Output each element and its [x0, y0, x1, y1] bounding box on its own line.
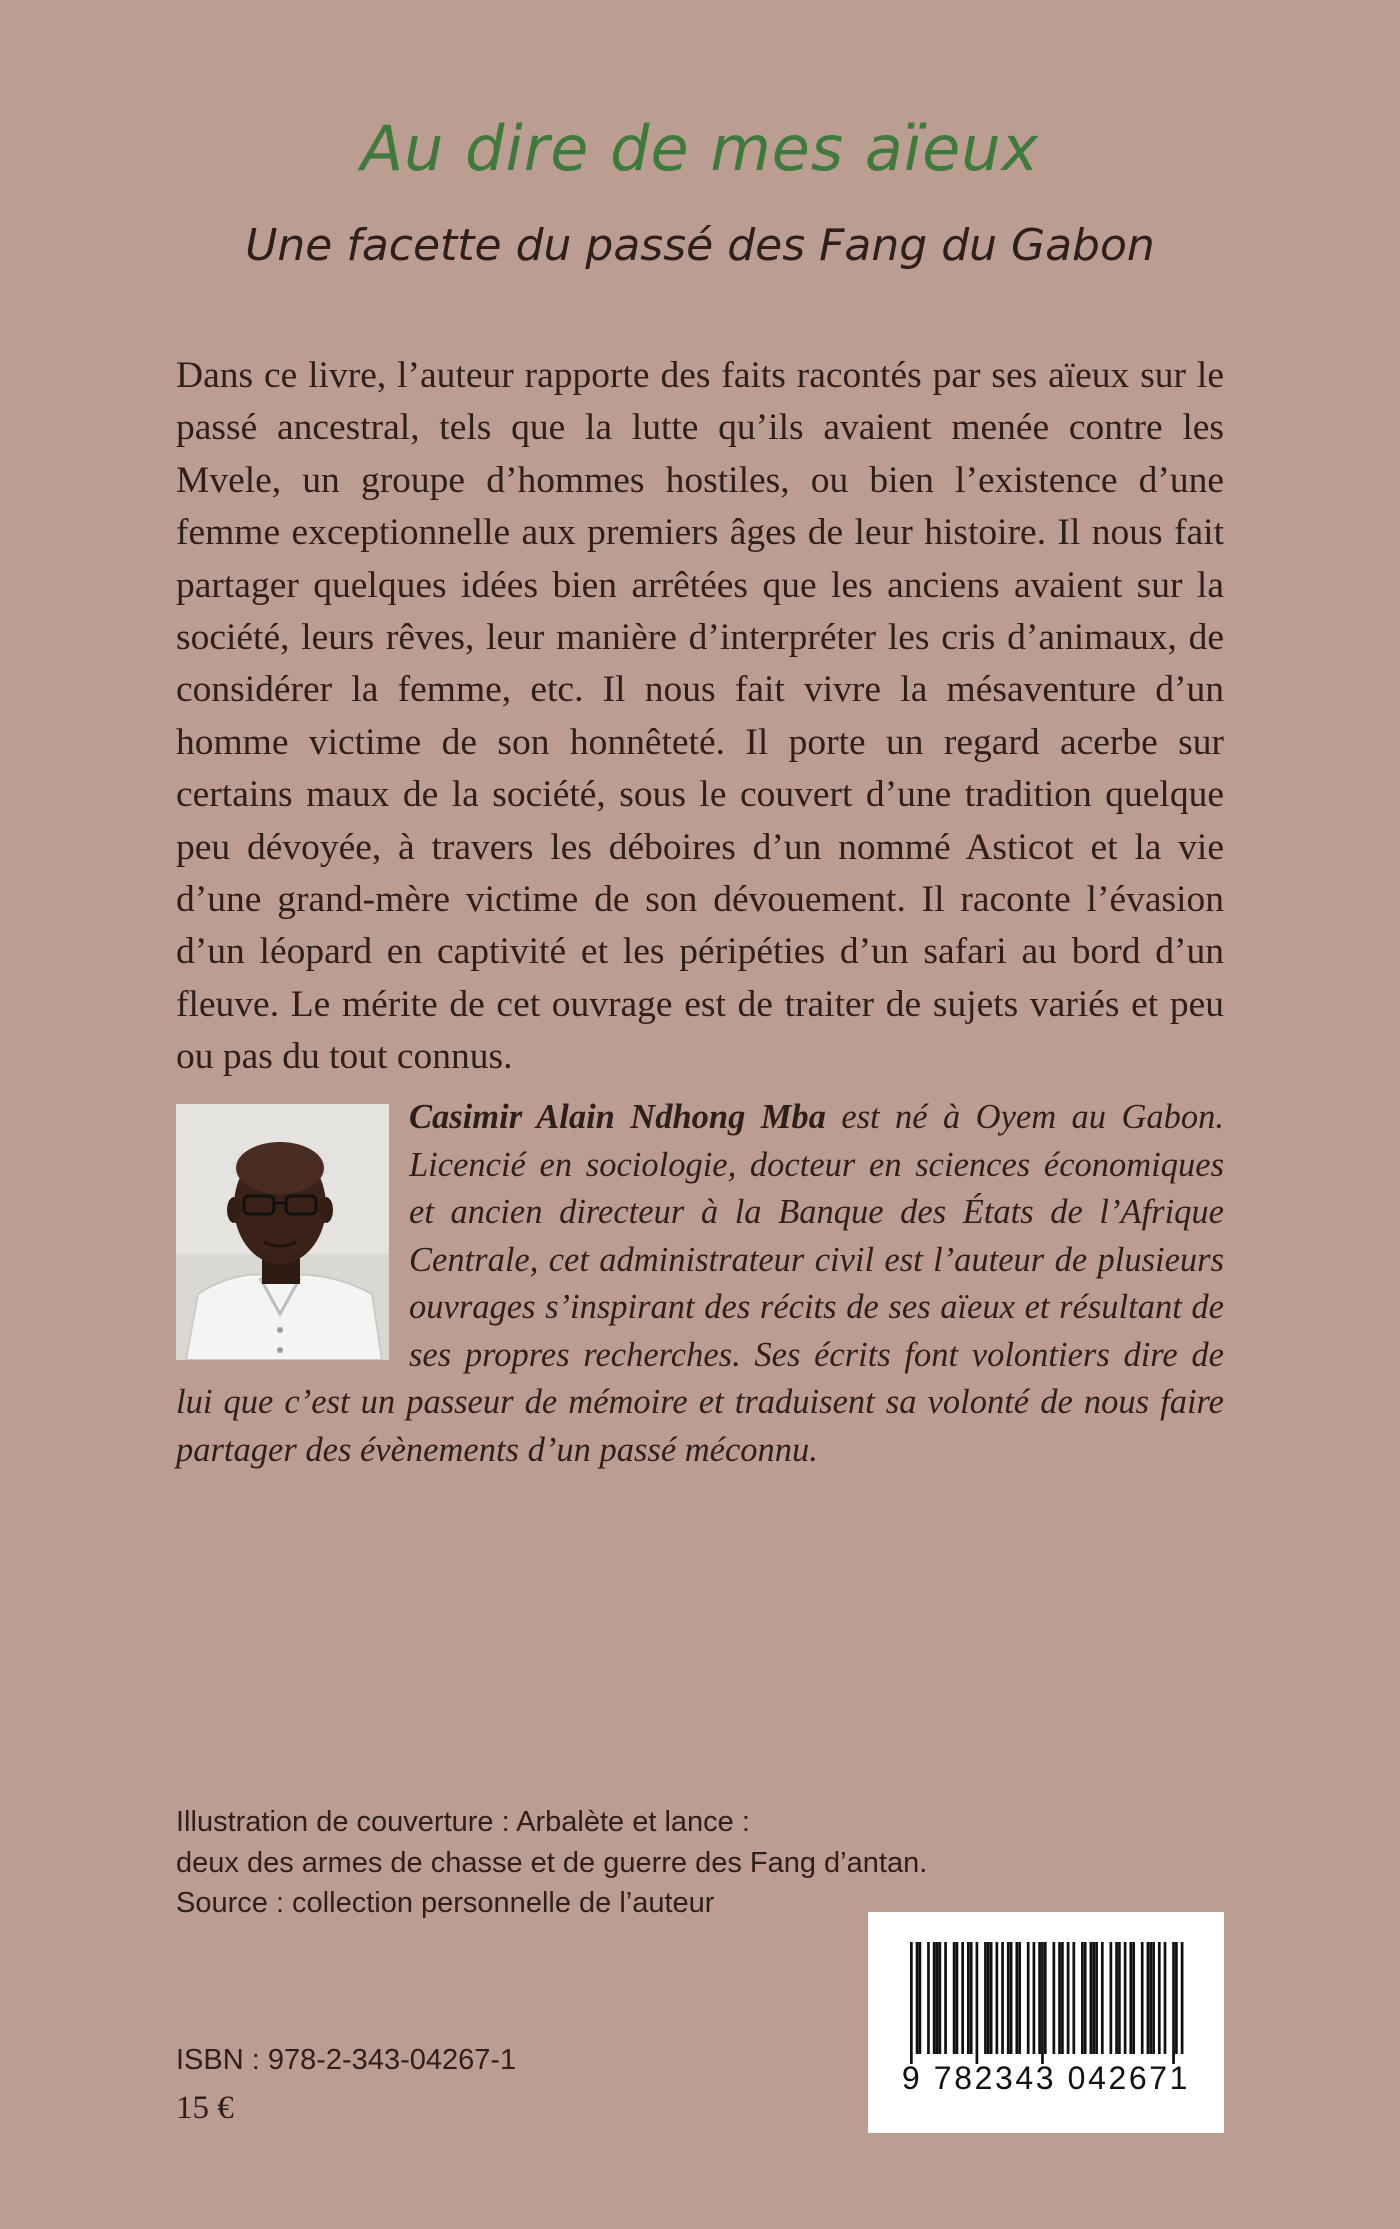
book-title: Au dire de mes aïeux	[360, 112, 1040, 185]
barcode-bar	[1061, 1942, 1064, 2054]
barcode-bar	[984, 1942, 987, 2054]
barcode-bar	[1053, 1942, 1056, 2054]
barcode-bar	[933, 1942, 936, 2054]
barcode-bar	[1115, 1942, 1118, 2054]
barcode-bar	[987, 1942, 990, 2054]
credits-line-3: Source : collection personnelle de l’auteur	[176, 1887, 715, 1919]
barcode-bar	[1081, 1942, 1084, 2054]
barcode-bar	[996, 1942, 999, 2054]
barcode-bar	[1110, 1942, 1113, 2054]
barcode-bar	[1118, 1942, 1121, 2054]
barcode-bars	[868, 1912, 1224, 2133]
barcode-bar	[1010, 1942, 1013, 2054]
barcode-bar	[1084, 1942, 1087, 2054]
barcode-bar	[919, 1942, 922, 2054]
cover-credits	[176, 1802, 927, 1924]
barcode-bar	[1015, 1942, 1018, 2054]
barcode-bar	[1067, 1942, 1070, 2054]
barcode-bar	[916, 1942, 919, 2054]
barcode-bar	[990, 1942, 993, 2054]
barcode-bar	[1044, 1942, 1047, 2054]
barcode-bar	[1129, 1942, 1132, 2054]
author-bio-text: est né à Oyem au Gabon. Licencié en sociologie, docteur en sciences économiques et ancien directeur à la Banque des États de l’Afrique Centrale, cet administrateur civil est l’auteur de plusieurs ouvrages s’inspirant des récits de ses aïeux et résultant de ses propres recherches. Ses écrits font volontiers dire de lui que c’est un passeur de mémoire et traduisent sa volonté de nous faire partager des évènements d’un passé méconnu.	[176, 1098, 1224, 1469]
barcode-bar	[1147, 1942, 1150, 2054]
barcode-bar	[1058, 1942, 1061, 2054]
barcode-bar	[1001, 1942, 1004, 2054]
barcode-bar	[956, 1942, 959, 2054]
barcode-bar	[1101, 1942, 1104, 2054]
barcode-bar	[1149, 1942, 1152, 2054]
barcode-bar	[944, 1942, 947, 2054]
barcode-bar	[967, 1942, 970, 2054]
barcode-bar	[976, 1942, 979, 2064]
isbn: ISBN : 978-2-343-04267-1	[176, 2044, 517, 2076]
barcode-bar	[1018, 1942, 1021, 2054]
author-name: Casimir Alain Ndhong Mba	[409, 1098, 826, 1136]
barcode-bar	[1095, 1942, 1098, 2054]
barcode-bar	[1141, 1942, 1144, 2054]
book-subtitle: Une facette du passé des Fang du Gabon	[245, 220, 1155, 271]
barcode-digits: 9 782343 042671	[901, 2060, 1191, 2096]
credits-line-1: Illustration de couverture : Arbalète et lance :	[176, 1806, 750, 1838]
barcode-bar	[953, 1942, 956, 2054]
barcode-bar	[1181, 1942, 1184, 2054]
barcode-bar	[1027, 1942, 1030, 2054]
barcode-bar	[1175, 1942, 1178, 2054]
barcode-bar	[1072, 1942, 1075, 2054]
barcode-bar	[961, 1942, 964, 2054]
barcode-bar	[1038, 1942, 1041, 2054]
barcode-bar	[1172, 1942, 1175, 2064]
barcode-bar	[970, 1942, 973, 2054]
barcode-bar	[1132, 1942, 1135, 2054]
barcode	[868, 1912, 1224, 2133]
barcode-bar	[936, 1942, 939, 2054]
book-summary: Dans ce livre, l’auteur rapporte des faits racontés par ses aïeux sur le passé ancestral, tels que la lutte qu’ils avaient menée contre les Mvele, un groupe d’hommes hostiles, ou bien l’existence d’une femme exceptionnelle aux premiers âges de leur histoire. Il nous fait partager quelques idées bien arrêtées que les anciens avaient sur la société, leurs rêves, leur manière d’interpréter les cris d’animaux, de considérer la femme, etc. Il nous fait vivre la mésaventure d’un homme victime de son honnêteté. Il porte un regard acerbe sur certains maux de la société, sous le couvert d’une tradition quelque peu dévoyée, à travers les déboires d’un nommé Asticot et la vie d’une grand-mère victime de son dévouement. Il raconte l’évasion d’un léopard en captivité et les péripéties d’un safari au bord d’un fleuve. Le mérite de cet ouvrage est de traiter de sujets variés et peu ou pas du tout connus.	[176, 355, 1224, 1078]
barcode-bar	[1124, 1942, 1127, 2054]
barcode-bar	[1152, 1942, 1155, 2054]
barcode-bar	[1007, 1942, 1010, 2054]
barcode-bar	[927, 1942, 930, 2054]
barcode-bar	[1158, 1942, 1161, 2054]
photo-spacer	[176, 1094, 409, 1374]
barcode-bar	[1092, 1942, 1095, 2054]
credits-line-2: deux des armes de chasse et de guerre des Fang d’antan.	[176, 1846, 928, 1879]
price: 15 €	[176, 2090, 234, 2126]
barcode-bar	[1090, 1942, 1093, 2054]
author-bio	[176, 1094, 1224, 1474]
barcode-bar	[1041, 1942, 1044, 2064]
barcode-bar	[939, 1942, 942, 2054]
barcode-bar	[1033, 1942, 1036, 2054]
barcode-bar	[1164, 1942, 1167, 2054]
barcode-bar	[910, 1942, 913, 2064]
